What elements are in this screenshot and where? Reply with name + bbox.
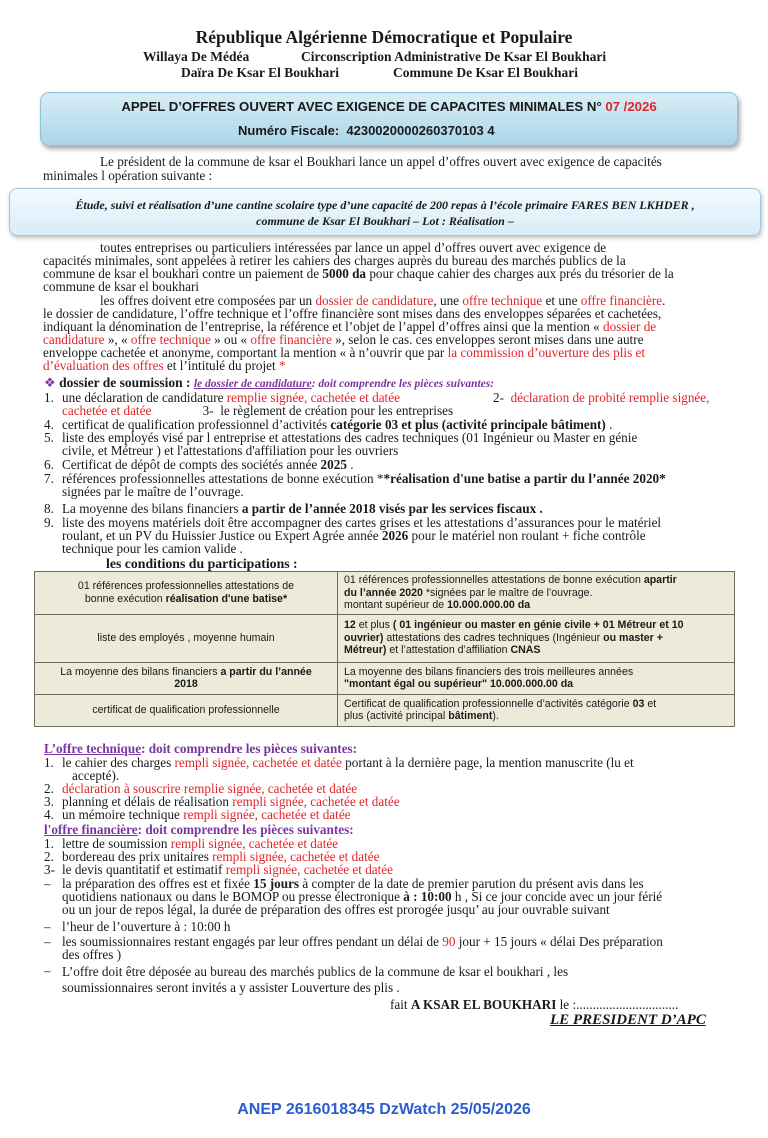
- footer-reference: ANEP 2616018345 DzWatch 25/05/2026: [237, 1101, 531, 1118]
- item-number: 6.: [44, 457, 54, 472]
- financiere-item-2: bordereau des prix unitaires rempli signée, cachetée et datée: [62, 849, 380, 864]
- dash-mark: –: [44, 919, 51, 934]
- soumission-item-6: Certificat de dépôt de compts des sociétés année 2025 .: [62, 457, 354, 472]
- table-cell: Certificat de qualification professionnelle d’activités catégorie 03 et plus (activité principal bâtiment).: [338, 694, 735, 726]
- soumission-item-7: références professionnelles attestations de bonne exécution **réalisation d'une batise a partir du l’année 2020* signées par le maître de l’ouvrage.: [62, 471, 666, 499]
- conditions-table: [34, 571, 735, 727]
- financiere-item-1: lettre de soumission rempli signée, cachetée et datée: [62, 836, 339, 851]
- dash-item-preparation: la préparation des offres est et fixée 15 jours à compter de la date de premier parution du présent avis dans les quotidiens nationaux ou dans le BOMOP ou presse électronique à : 10:00 h , Si ce jour concide avec un jour férié ou un jour de repos légal, la durée de préparation des offres est prorogée jusqu’ au jour ouvrable suivant: [62, 876, 663, 917]
- commune: Commune De Ksar El Boukhari: [393, 65, 579, 80]
- table-cell: 12 et plus ( 01 ingénieur ou master en génie civile + 01 Métreur et 10 ouvrier) attestations des cadres techniques (Ingénieur ou master + Métreur) et l’attestation d’affiliation CNAS: [338, 614, 735, 662]
- para2-line-2: le dossier de candidature, l’offre technique et l’offre financière sont mises dans des enveloppes séparées et cachetées,: [43, 306, 662, 321]
- technique-item-4: un mémoire technique rempli signée, cachetée et datée: [62, 807, 351, 822]
- para1-line-1: toutes entreprises ou particuliers intéressées par lance un appel d’offres ouvert avec exigence de: [100, 240, 607, 255]
- dash-mark: –: [44, 963, 51, 978]
- soumission-item-4: certificat de qualification professionnel d’activités catégorie 03 et plus (activité principale bâtiment) .: [62, 417, 613, 432]
- technique-item-1: le cahier des charges rempli signée, cachetée et datée portant à la dernière page, la mention manuscrite (lu et accepté).: [62, 755, 634, 783]
- tender-title: APPEL D’OFFRES OUVERT AVEC EXIGENCE DE CAPACITES MINIMALES N° 07 /2026: [121, 99, 657, 114]
- item-number: 2.: [44, 849, 54, 864]
- tender-number: 07 /2026: [605, 99, 657, 114]
- project-object: Étude, suivi et réalisation d’une cantine scolaire type d’une capacité de 200 repas à l’école primaire FARES BEN LKHDER , commune de Ksar El Boukhari – Lot : Réalisation –: [75, 198, 695, 228]
- soumission-item-2b-3: cachetée et datée 3- le règlement de création pour les entreprises: [62, 403, 454, 418]
- soumission-item-9: liste des moyens matériels doit être accompagner des cartes grises et les attestations d’assurances pour le matériel roulant, et un PV du Huissier Justice ou Expert Agrée année 2026 pour le matériel non roulant + fiche contrôle technique pour les camion valide .: [62, 515, 662, 556]
- dash-item-deposit: L’offre doit être déposée au bureau des marchés publics de la commune de ksar el boukhari , les soumissionnaires seront invités a y assister Louverture des plis .: [62, 964, 569, 995]
- soumission-item-1: une déclaration de candidature remplie signée, cachetée et datée: [62, 390, 400, 405]
- dash-item-validity: les soumissionnaires restant engagés par leur offres pendant un délai de 90 jour + 15 jours « délai Des préparation des offres ): [62, 934, 663, 962]
- circonscription: Circonscription Administrative De Ksar El Boukhari: [301, 49, 607, 64]
- table-cell: La moyenne des bilans financiers a partir du l’année 2018: [35, 662, 338, 694]
- dash-mark: –: [44, 876, 51, 891]
- para2-line-3: indiquant la dénomination de l’entreprise, la référence et l’objet de l’appel d’offres ainsi que la mention « dossier de: [43, 319, 657, 334]
- para2-line-1: les offres doivent etre composées par un dossier de candidature, une offre technique et une offre financière.: [100, 293, 666, 308]
- daira: Daïra De Ksar El Boukhari: [181, 65, 340, 80]
- table-cell: certificat de qualification professionnelle: [35, 694, 338, 726]
- table-row: [35, 694, 735, 726]
- item-number: 3.: [44, 794, 54, 809]
- para2-line-4: candidature », « offre technique » ou « offre financière », selon le cas. ces enveloppes seront mises dans une autre: [43, 332, 644, 347]
- table-cell: liste des employés , moyenne humain: [35, 614, 338, 662]
- item-number: 2.: [44, 781, 54, 796]
- table-row: [35, 662, 735, 694]
- table-cell: 01 références professionnelles attestations de bonne exécution réalisation d'une batise*: [35, 572, 338, 615]
- table-cell: 01 références professionnelles attestations de bonne exécution apartir du l’année 2020 *signées par le maître de l’ouvrage. montant supérieur de 10.000.000.00 da: [338, 572, 735, 615]
- para2-line-6: d’évaluation des offres et l’intitulé du projet *: [43, 358, 286, 373]
- diamond-bullet-icon: ❖: [44, 375, 56, 390]
- item-number: 3-: [44, 862, 55, 877]
- intro-line-1: Le président de la commune de ksar el Boukhari lance un appel d’offres ouvert avec exigence de capacités: [100, 154, 662, 169]
- para1-line-3: commune de ksar el boukhari contre un paiement de 5000 da pour chaque cahier des charges aux prés du trésorier de la: [43, 266, 674, 281]
- item-number: 9.: [44, 515, 54, 530]
- wilaya: Willaya De Médéa: [143, 49, 250, 64]
- soumission-item-8: La moyenne des bilans financiers a partir de l’année 2018 visés par les services fiscaux .: [62, 501, 543, 516]
- para1-line-4: commune de ksar el boukhari: [43, 279, 200, 294]
- conditions-title: les conditions du participations :: [106, 556, 298, 571]
- signature-place: fait A KSAR EL BOUKHARI le :...............................: [390, 997, 679, 1012]
- item-number: 8.: [44, 501, 54, 516]
- technique-item-3: planning et délais de réalisation rempli signée, cachetée et datée: [62, 794, 400, 809]
- fiscal-number-value: 4230020000260370103 4: [346, 123, 495, 138]
- soumission-item-5: liste des employés visé par l entreprise et attestations des cadres techniques (01 Ingénieur ou Master en génie civile, et Métreur ) et l'attestations d'affiliation pour les ouvriers: [62, 430, 638, 458]
- financiere-item-3: le devis quantitatif et estimatif rempli signée, cachetée et datée: [62, 862, 394, 877]
- item-number: 1.: [44, 836, 54, 851]
- item-number: 4.: [44, 807, 54, 822]
- dash-item-opening: l’heur de l’ouverture à : 10:00 h: [62, 919, 231, 934]
- soumission-heading: ❖ dossier de soumission : le dossier de candidature: doit comprendre les pièces suivantes:: [44, 375, 495, 390]
- item-number: 5.: [44, 430, 54, 445]
- technique-heading: L’offre technique: doit comprendre les pièces suivantes:: [44, 741, 358, 756]
- item-number: 7.: [44, 471, 54, 486]
- table-cell: La moyenne des bilans financiers des trois meilleures années "montant égal ou supérieur" 10.000.000.00 da: [338, 662, 735, 694]
- fiscal-number: Numéro Fiscale: 4230020000260370103 4: [238, 123, 495, 138]
- financiere-heading: l'offre financière: doit comprendre les pièces suivantes:: [44, 822, 354, 837]
- soumission-item-2: 2- déclaration de probité remplie signée,: [493, 390, 710, 405]
- para1-line-2: capacités minimales, sont appelées à retirer les cahiers des charges auprès du bureau des marchés publics de la: [43, 253, 626, 268]
- technique-item-2: déclaration à souscrire remplie signée, cachetée et datée: [62, 781, 358, 796]
- item-number: 1.: [44, 390, 54, 405]
- table-row: [35, 572, 735, 615]
- para2-line-5: enveloppe cachetée et anonyme, comportant la mention « à n’ouvrir que par la commission d’ouverture des plis et: [43, 345, 646, 360]
- table-row: [35, 614, 735, 662]
- intro-line-2: minimales l opération suivante :: [43, 168, 213, 183]
- item-number: 1.: [44, 755, 54, 770]
- dash-mark: –: [44, 934, 51, 949]
- item-number: 4.: [44, 417, 54, 432]
- republic-title: République Algérienne Démocratique et Populaire: [195, 27, 573, 47]
- signature-president: LE PRESIDENT D’APC: [550, 1012, 706, 1028]
